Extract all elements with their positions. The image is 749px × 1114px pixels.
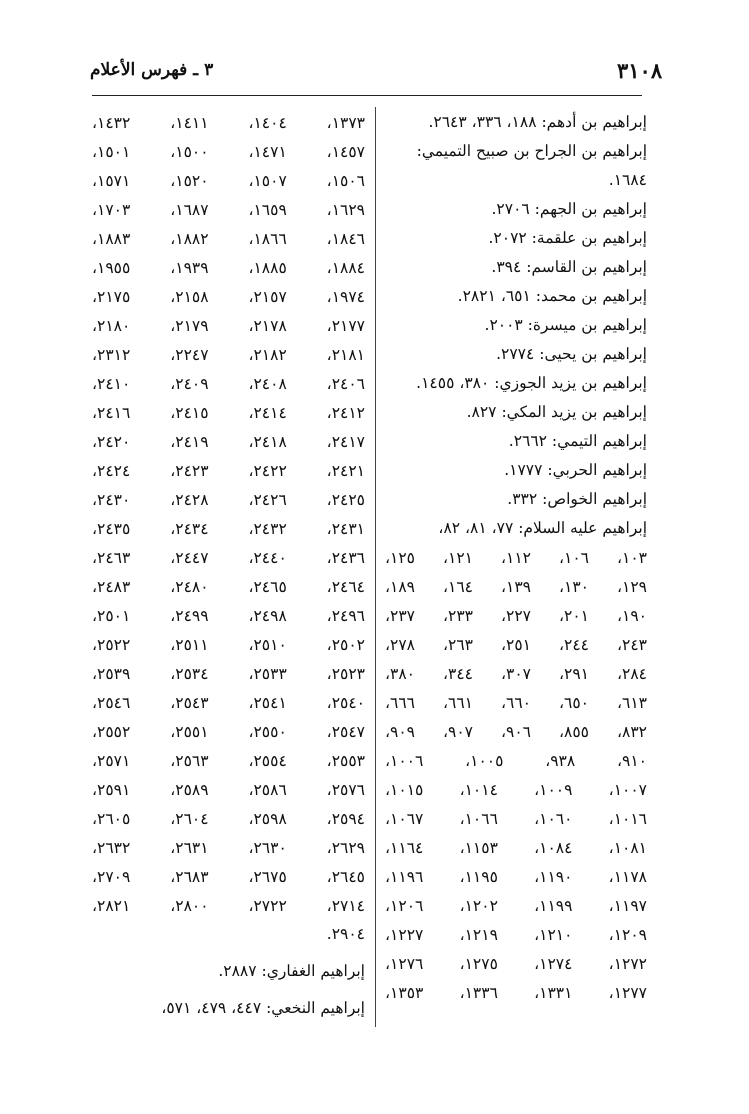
index-entry: إبراهيم بن علقمة: ٢٠٧٢.	[488, 229, 647, 247]
index-entry: إبراهيم بن الجهم: ٢٧٠٦.	[491, 200, 647, 218]
ref-number: ٢٤٢٦،	[248, 490, 287, 509]
ref-number: ٢٤٤٧،	[170, 548, 209, 567]
ref-number: ٢٤٣٠،	[92, 490, 131, 509]
ref-row	[385, 746, 647, 775]
ref-number: ١٩٥٥،	[92, 258, 131, 277]
ref-number: ١٣٧٣،	[326, 113, 365, 132]
ref-number: ٢٥٧٦،	[326, 780, 365, 799]
ref-number: ٢٣١٢،	[92, 345, 131, 364]
ref-number: ٢٤١٤،	[248, 403, 287, 422]
ref-number: ٢٥٨٦،	[248, 780, 287, 799]
ref-number: ٢٥٢٢،	[92, 635, 131, 654]
ref-number: ٣٤٤،	[443, 664, 473, 683]
ref-number: ٢٥٤١،	[248, 693, 287, 712]
ref-number: ٢٥٢٣،	[326, 664, 365, 683]
ref-row	[385, 862, 647, 891]
ref-number: ١٠٦٧،	[385, 809, 424, 828]
ref-row	[385, 601, 647, 630]
ref-number: ١٢٧٢،	[608, 954, 647, 973]
ref-row	[385, 659, 647, 688]
ref-number: ١٥٢٠،	[170, 171, 209, 190]
column-divider	[375, 107, 376, 1027]
ref-number: ١٠١٥،	[385, 780, 424, 799]
index-entry: إبراهيم بن محمد: ٦٥١، ٢٨٢١.	[457, 287, 647, 305]
ref-number: ٢٤٣،	[617, 635, 647, 654]
ref-number: ٢٦٣٠،	[248, 838, 287, 857]
index-entry: إبراهيم بن القاسم: ٣٩٤.	[491, 258, 647, 276]
index-entry: إبراهيم عليه السلام: ٧٧، ٨١، ٨٢،	[438, 519, 647, 537]
ref-number: ١٠٨٤،	[534, 838, 573, 857]
right-column	[385, 108, 647, 1007]
ref-number: ٩١٠،	[617, 751, 647, 770]
ref-number: ٢٦٣٢،	[92, 838, 131, 857]
ref-number: ٢٠١،	[559, 606, 589, 625]
ref-row	[92, 804, 365, 833]
index-entry: إبراهيم بن يزيد المكي: ٨٢٧.	[466, 403, 647, 421]
ref-number: ٢٤٠٦،	[326, 374, 365, 393]
ref-number: ٢٥٩٤،	[326, 809, 365, 828]
ref-row	[92, 485, 365, 514]
ref-number: ١٥٠٠،	[170, 142, 209, 161]
ref-number: ٢٤٢٣،	[170, 461, 209, 480]
ref-row	[92, 514, 365, 543]
ref-number: ٢٤١٨،	[248, 432, 287, 451]
ref-number: ٢٣٧،	[385, 606, 415, 625]
ref-number: ١٢٧٥،	[459, 954, 498, 973]
ref-row	[92, 137, 365, 166]
ref-row	[92, 253, 365, 282]
ref-number: ٢٥٣٤،	[170, 664, 209, 683]
ref-row	[92, 775, 365, 804]
ref-number: ٢٤٢٨،	[170, 490, 209, 509]
ref-number: ١٣٩،	[501, 577, 531, 596]
index-entry: إبراهيم التيمي: ٢٦٦٢.	[508, 432, 647, 450]
ref-number: ١٢١٩،	[459, 925, 498, 944]
ref-number: ٢٤٣١،	[326, 519, 365, 538]
ref-number: ٢١٨١،	[326, 345, 365, 364]
ref-number: ١٠٦٠،	[534, 809, 573, 828]
ref-number: ٢١٨٠،	[92, 316, 131, 335]
ref-number: ١٩٧٤،	[326, 287, 365, 306]
ref-number: ١٥٧١،	[92, 171, 131, 190]
ref-number: ٢٥٠١،	[92, 606, 131, 625]
ref-number: ٢١٥٨،	[170, 287, 209, 306]
ref-tail: ٢٩٠٤.	[326, 925, 365, 943]
ref-number: ٢٤٨٠،	[170, 577, 209, 596]
ref-number: ١٦٤،	[443, 577, 473, 596]
ref-number: ١١٩٧،	[608, 896, 647, 915]
ref-row	[385, 978, 647, 1007]
ref-number: ١٢١،	[443, 548, 473, 567]
ref-number: ٢٤٠٩،	[170, 374, 209, 393]
ref-row	[92, 659, 365, 688]
ref-row	[385, 775, 647, 804]
ref-row	[92, 456, 365, 485]
ref-number: ٢٤١٦،	[92, 403, 131, 422]
ref-number: ٢٢٧،	[501, 606, 531, 625]
ref-number: ١٠٨١،	[608, 838, 647, 857]
ref-number: ١٤٧١،	[248, 142, 287, 161]
ref-row	[92, 195, 365, 224]
ref-number: ٢١٨٢،	[248, 345, 287, 364]
ref-number: ١٦٥٩،	[248, 200, 287, 219]
ref-number: ٢٤٩٦،	[326, 606, 365, 625]
ref-number: ١٦٨٧،	[170, 200, 209, 219]
ref-number: ٢٥٣٩،	[92, 664, 131, 683]
ref-number: ٢٦٢٩،	[326, 838, 365, 857]
index-entry: إبراهيم الحربي: ١٧٧٧.	[504, 461, 647, 479]
ref-row	[385, 891, 647, 920]
ref-number: ١١٢،	[501, 548, 531, 567]
ref-number: ١٠٠٧،	[608, 780, 647, 799]
ref-row	[385, 572, 647, 601]
ref-number: ١٠٠٥،	[465, 751, 504, 770]
ref-row	[92, 398, 365, 427]
ref-number: ١٢٩،	[617, 577, 647, 596]
ref-row	[92, 688, 365, 717]
ref-number: ٢٦٧٥،	[248, 867, 287, 886]
ref-number: ٢٣٣،	[443, 606, 473, 625]
ref-number: ٢٥١،	[501, 635, 531, 654]
ref-number: ٢٨٢١،	[92, 896, 131, 915]
ref-number: ١٨٨٥،	[248, 258, 287, 277]
ref-number: ٢٦٠٤،	[170, 809, 209, 828]
ref-number: ١٩٣٩،	[170, 258, 209, 277]
ref-number: ٢٨٤،	[617, 664, 647, 683]
ref-number: ٢٥٨٩،	[170, 780, 209, 799]
ref-number: ٢٤٣٥،	[92, 519, 131, 538]
ref-number: ٢١٧٧،	[326, 316, 365, 335]
ref-number: ١٠١٤،	[459, 780, 498, 799]
ref-number: ٢١٥٧،	[248, 287, 287, 306]
ref-row	[385, 920, 647, 949]
ref-number: ١١٩٩،	[534, 896, 573, 915]
ref-number: ١٢٧٦،	[385, 954, 424, 973]
ref-number: ٢٥٩١،	[92, 780, 131, 799]
ref-number: ١٥٠٧،	[248, 171, 287, 190]
ref-number: ٢٤٦٤،	[326, 577, 365, 596]
ref-number: ٩٠٧،	[443, 722, 473, 741]
ref-row	[92, 543, 365, 572]
left-column	[92, 108, 365, 1023]
ref-number: ٢٤١٧،	[326, 432, 365, 451]
ref-number: ٢٥٥٢،	[92, 722, 131, 741]
ref-number: ٢٥٤٠،	[326, 693, 365, 712]
ref-number: ١٢٠٢،	[459, 896, 498, 915]
index-entry: إبراهيم الغفاري: ٢٨٨٧.	[218, 962, 365, 980]
ref-number: ٢٧١٤،	[326, 896, 365, 915]
ref-number: ١١٦٤،	[385, 838, 424, 857]
ref-number: ١٢٠٦،	[385, 896, 424, 915]
ref-number: ١٠٦،	[559, 548, 589, 567]
ref-number: ٢٤٢١،	[326, 461, 365, 480]
ref-number: ٢٤٣٦،	[326, 548, 365, 567]
ref-number: ١٤٠٤،	[248, 113, 287, 132]
ref-number: ٢٦٤٥،	[326, 867, 365, 886]
ref-number: ١٢٧٤،	[534, 954, 573, 973]
ref-number: ٩٠٦،	[501, 722, 531, 741]
ref-row	[92, 572, 365, 601]
ref-number: ١١٩٠،	[534, 867, 573, 886]
ref-number: ٢٤٨٣،	[92, 577, 131, 596]
ref-number: ٢٤٩٩،	[170, 606, 209, 625]
ref-number: ٩٠٩،	[385, 722, 415, 741]
ref-row	[385, 688, 647, 717]
ref-number: ١٢٧٧،	[608, 983, 647, 1002]
ref-number: ٢٤٣٤،	[170, 519, 209, 538]
ref-number: ٢٤١٠،	[92, 374, 131, 393]
ref-number: ٢٥٠٢،	[326, 635, 365, 654]
ref-number: ١١٥٣،	[459, 838, 498, 857]
ref-number: ٢٤٤،	[559, 635, 589, 654]
ref-number: ٢٤١٥،	[170, 403, 209, 422]
index-entry: إبراهيم النخعي: ٤٤٧، ٤٧٩، ٥٧١،	[161, 999, 365, 1017]
ref-number: ٢٤١٩،	[170, 432, 209, 451]
ref-number: ٢٩١،	[559, 664, 589, 683]
ref-number: ٦٦١،	[443, 693, 473, 712]
ref-number: ١٢٠٩،	[608, 925, 647, 944]
ref-number: ٢٤٩٨،	[248, 606, 287, 625]
ref-number: ٦٦٠،	[501, 693, 531, 712]
index-entry: إبراهيم بن يزيد الجوزي: ٣٨٠، ١٤٥٥.	[416, 374, 647, 392]
ref-number: ٦١٣،	[617, 693, 647, 712]
ref-number: ٦٦٦،	[385, 693, 415, 712]
ref-number: ١٠٠٩،	[534, 780, 573, 799]
ref-number: ١٨٩،	[385, 577, 415, 596]
ref-number: ٢٤٦٣،	[92, 548, 131, 567]
ref-number: ٢٥٣٣،	[248, 664, 287, 683]
ref-row	[92, 224, 365, 253]
ref-number: ١١٧٨،	[608, 867, 647, 886]
ref-number: ١٠٦٦،	[459, 809, 498, 828]
ref-number: ١٧٠٣،	[92, 200, 131, 219]
ref-number: ٢٤٢٢،	[248, 461, 287, 480]
ref-number: ٢٤٢٠،	[92, 432, 131, 451]
ref-row	[385, 833, 647, 862]
section-title: ٣ ـ فهرس الأعلام	[90, 60, 214, 80]
ref-row	[385, 949, 647, 978]
ref-number: ١٤٣٢،	[92, 113, 131, 132]
ref-number: ٢٥٥٤،	[248, 751, 287, 770]
ref-number: ١٢٢٧،	[385, 925, 424, 944]
ref-number: ١٨٤٦،	[326, 229, 365, 248]
ref-number: ١٠٣،	[617, 548, 647, 567]
ref-number: ٦٥٠،	[559, 693, 589, 712]
ref-row	[92, 427, 365, 456]
ref-number: ٢٢٤٧،	[170, 345, 209, 364]
ref-row	[92, 862, 365, 891]
index-entry: إبراهيم بن يحيى: ٢٧٧٤.	[496, 345, 647, 363]
ref-number: ٢٦٠٥،	[92, 809, 131, 828]
ref-number: ٢٦٣،	[443, 635, 473, 654]
ref-number: ١٥٠١،	[92, 142, 131, 161]
ref-number: ٢٧٠٩،	[92, 867, 131, 886]
header-rule	[92, 95, 642, 96]
ref-row	[92, 311, 365, 340]
ref-number: ٢٦٣١،	[170, 838, 209, 857]
ref-row	[385, 543, 647, 572]
ref-row	[385, 717, 647, 746]
ref-row	[92, 891, 365, 920]
page-number: ٣١٠٨	[617, 58, 663, 83]
index-entry: إبراهيم الخواص: ٣٣٢.	[507, 490, 647, 508]
ref-number: ١٤٥٧،	[326, 142, 365, 161]
ref-number: ٢٥٤٦،	[92, 693, 131, 712]
ref-row	[92, 369, 365, 398]
ref-number: ١٣٥٣،	[385, 983, 424, 1002]
ref-number: ٢٥٧١،	[92, 751, 131, 770]
ref-number: ١٨٨٢،	[170, 229, 209, 248]
ref-number: ١٨٨٤،	[326, 258, 365, 277]
ref-number: ٢٨٠٠،	[170, 896, 209, 915]
ref-row	[92, 166, 365, 195]
ref-number: ٢٤٤٠،	[248, 548, 287, 567]
ref-number: ١٦٢٩،	[326, 200, 365, 219]
ref-number: ٢٥٥٠،	[248, 722, 287, 741]
ref-number: ٢٥٥١،	[170, 722, 209, 741]
ref-row	[92, 717, 365, 746]
ref-number: ١١٩٦،	[385, 867, 424, 886]
ref-number: ٢٤٣٢،	[248, 519, 287, 538]
ref-row	[92, 630, 365, 659]
ref-number: ٢٧٨،	[385, 635, 415, 654]
ref-number: ١٢٥،	[385, 548, 415, 567]
ref-number: ١٥٠٦،	[326, 171, 365, 190]
ref-row	[385, 804, 647, 833]
index-entry: إبراهيم بن الجراح بن صبيح التميمي: ١٦٨٤.	[416, 142, 647, 189]
ref-number: ٣٨٠،	[385, 664, 415, 683]
ref-number: ١٤١١،	[170, 113, 209, 132]
ref-number: ٢٥٩٨،	[248, 809, 287, 828]
ref-number: ٢١٧٨،	[248, 316, 287, 335]
ref-number: ٢٥١١،	[170, 635, 209, 654]
ref-number: ٣٠٧،	[501, 664, 531, 683]
ref-number: ١١٩٥،	[459, 867, 498, 886]
ref-number: ٢٥٦٣،	[170, 751, 209, 770]
ref-number: ٢٥٤٣،	[170, 693, 209, 712]
ref-number: ٢٤١٢،	[326, 403, 365, 422]
ref-row	[385, 630, 647, 659]
ref-number: ٢٤٢٥،	[326, 490, 365, 509]
ref-number: ٢١٧٥،	[92, 287, 131, 306]
ref-number: ١٨٨٣،	[92, 229, 131, 248]
ref-row	[92, 340, 365, 369]
ref-number: ١٩٠،	[617, 606, 647, 625]
ref-row	[92, 833, 365, 862]
ref-number: ١٣٠،	[559, 577, 589, 596]
ref-number: ٩٣٨،	[545, 751, 576, 770]
ref-number: ١٠٠٦،	[385, 751, 424, 770]
ref-row	[92, 282, 365, 311]
ref-number: ٢١٧٩،	[170, 316, 209, 335]
ref-number: ٢٤٠٨،	[248, 374, 287, 393]
ref-number: ٨٥٥،	[559, 722, 589, 741]
ref-number: ١٨٦٦،	[248, 229, 287, 248]
ref-row	[92, 601, 365, 630]
ref-number: ٢٤٢٤،	[92, 461, 131, 480]
ref-number: ١٣٣١،	[534, 983, 573, 1002]
ref-number: ٢٦٨٣،	[170, 867, 209, 886]
ref-number: ١٢١٠،	[534, 925, 573, 944]
ref-row	[92, 746, 365, 775]
ref-number: ٢٥٤٧،	[326, 722, 365, 741]
ref-number: ٢٤٦٥،	[248, 577, 287, 596]
ref-number: ٢٥١٠،	[248, 635, 287, 654]
index-entry: إبراهيم بن أدهم: ١٨٨، ٣٣٦، ٢٦٤٣.	[428, 113, 647, 131]
index-entry: إبراهيم بن ميسرة: ٢٠٠٣.	[484, 316, 647, 334]
ref-number: ٢٥٥٣،	[326, 751, 365, 770]
ref-row	[92, 108, 365, 137]
ref-number: ١٠١٦،	[608, 809, 647, 828]
ref-number: ٢٧٢٢،	[248, 896, 287, 915]
ref-number: ٨٣٢،	[617, 722, 647, 741]
ref-number: ١٣٣٦،	[459, 983, 498, 1002]
